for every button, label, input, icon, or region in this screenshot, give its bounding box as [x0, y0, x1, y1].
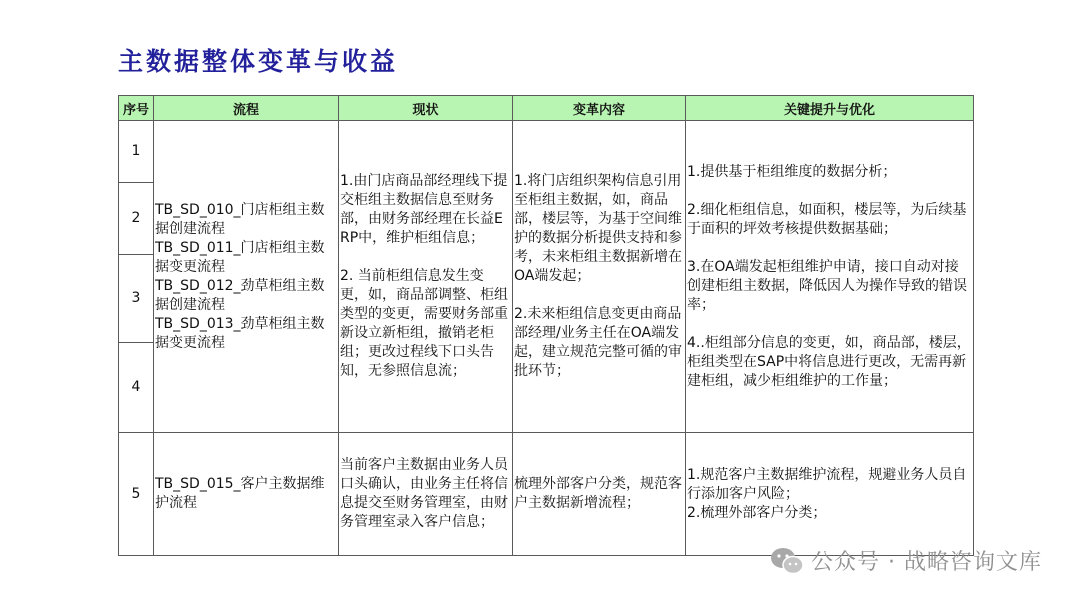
- change-cell: [513, 121, 686, 433]
- status-cell: [339, 433, 513, 556]
- process-cell: [154, 433, 339, 556]
- watermark: [769, 545, 1042, 576]
- data-table: [118, 95, 974, 556]
- status-text: 当前客户主数据由业务人员口头确认，由业务主任将信息提交至财务管理室，由财务管理室录入客户信息；: [340, 457, 508, 530]
- status-text: 1.由门店商品部经理线下提交柜组主数据信息至财务部，由财务部经理在长益ERP中，维护柜组信息； 2. 当前柜组信息发生变更，如，商品部调整、柜组类型的变更，需要财务部重新设立新柜组，撤销老柜组；更改过程线下口头告知，无参照信息流；: [340, 173, 508, 379]
- watermark-text: 公众号 · 战略咨询文库: [811, 550, 1042, 575]
- header-improve: 关键提升与优化: [686, 96, 974, 121]
- seq-cell: 5: [119, 433, 154, 556]
- improve-text: 1.提供基于柜组维度的数据分析； 2.细化柜组信息，如面积，楼层等，为后续基于面积的坪效考核提供数据基础； 3.在OA端发起柜组维护申请，接口自动对接创建柜组主数据，降低因人为操作导致的错误率； 4..柜组部分信息的变更，如，商品部，楼层，柜组类型在SAP中将信息进行更改，无需再新建柜组，减少柜组维护的工作量；: [687, 163, 971, 389]
- seq-cell: 2: [119, 183, 154, 255]
- header-status: 现状: [339, 96, 513, 121]
- process-text: TB_SD_010_门店柜组主数据创建流程 TB_SD_011_门店柜组主数据变更流程 TB_SD_012_劲草柜组主数据创建流程 TB_SD_013_劲草柜组主数据变更流程: [155, 201, 325, 351]
- page-title: 主数据整体变革与收益: [118, 47, 399, 76]
- table-header-row: [119, 96, 974, 121]
- table-row: [119, 121, 974, 183]
- change-text: 1.将门店组织架构信息引用至柜组主数据，如，商品部，楼层等，为基于空间维护的数据分析提供支持和参考，未来柜组主数据新增在OA端发起； 2.未来柜组信息变更由商品部经理/业务主任在OA端发起，建立规范完整可循的审批环节；: [514, 173, 682, 379]
- process-cell: [154, 121, 339, 433]
- improve-text: 1.规范客户主数据维护流程，规避业务人员自行添加客户风险； 2.梳理外部客户分类；: [687, 466, 967, 521]
- wechat-icon: [769, 546, 805, 576]
- seq-cell: 1: [119, 121, 154, 183]
- header-change: 变革内容: [513, 96, 686, 121]
- table-row: [119, 433, 974, 556]
- seq-cell: 4: [119, 343, 154, 433]
- status-cell: [339, 121, 513, 433]
- header-seq: 序号: [119, 96, 154, 121]
- change-text: 梳理外部客户分类，规范客户主数据新增流程；: [514, 476, 682, 511]
- improve-cell: [686, 433, 974, 556]
- change-cell: [513, 433, 686, 556]
- seq-cell: 3: [119, 255, 154, 343]
- header-process: 流程: [154, 96, 339, 121]
- improve-cell: [686, 121, 974, 433]
- process-text: TB_SD_015_客户主数据维护流程: [155, 476, 325, 511]
